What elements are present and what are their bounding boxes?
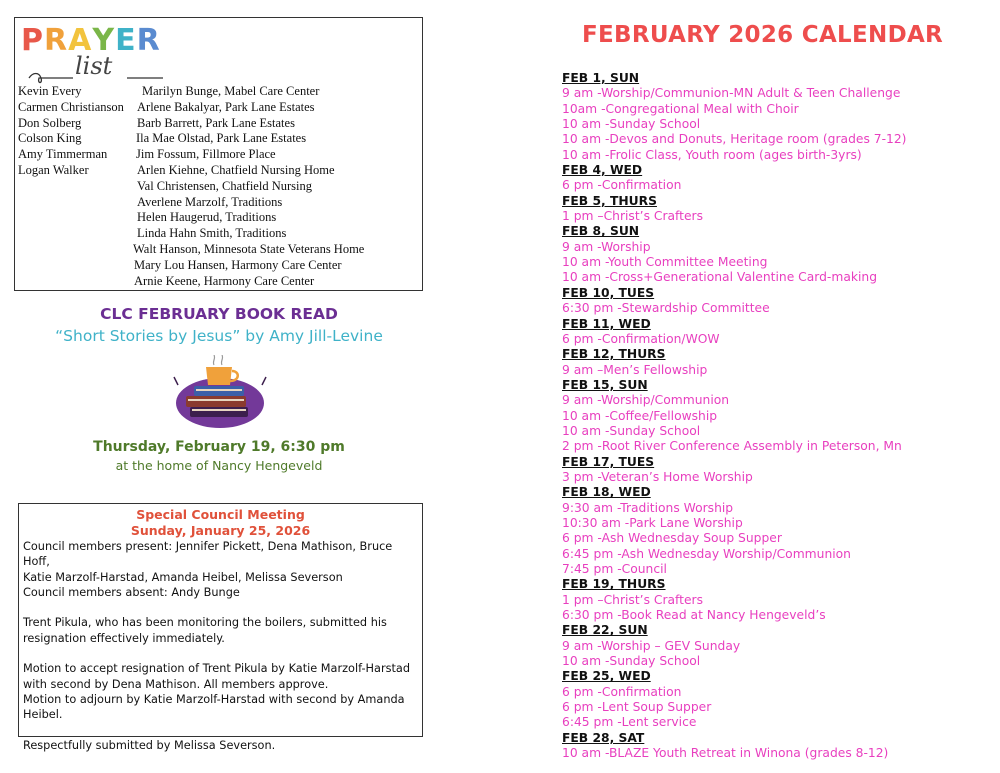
prayer-name: Jim Fossum, Fillmore Place [136, 147, 276, 162]
council-minutes [23, 539, 421, 753]
prayer-name: Arnie Keene, Harmony Care Center [134, 273, 315, 288]
calendar-event: 9:30 am -Traditions Worship [562, 500, 734, 515]
prayer-name: Linda Hahn Smith, Traditions [137, 226, 287, 241]
prayer-name: Helen Haugerud, Traditions [137, 210, 277, 225]
council-meeting-box [18, 503, 423, 752]
calendar-event: 10 am -Coffee/Fellowship [562, 408, 718, 423]
council-heading [19, 507, 422, 539]
calendar-date: FEB 22, SUN [562, 623, 648, 638]
prayer-name: Averlene Marzolf, Traditions [137, 194, 283, 209]
calendar-event: 2 pm -Root River Conference Assembly in Peterson, Mn [562, 439, 902, 454]
minutes-line: Council members absent: Andy Bunge [23, 585, 240, 599]
prayer-name: Carmen Christianson [18, 99, 124, 114]
prayer-names-right [133, 84, 365, 289]
calendar-date: FEB 11, WED [562, 316, 651, 331]
calendar-event: 6 pm -Confirmation/WOW [562, 331, 720, 346]
prayer-name: Arlene Bakalyar, Park Lane Estates [137, 99, 315, 114]
calendar-event: 9 am –Men’s Fellowship [562, 362, 708, 377]
calendar-event: 10 am -Sunday School [562, 117, 701, 132]
calendar-event: 6 pm -Confirmation [562, 684, 682, 699]
logo-letter: R [44, 23, 69, 58]
prayer-name: Mary Lou Hansen, Harmony Care Center [134, 257, 342, 272]
calendar-date: FEB 12, THURS [562, 347, 666, 362]
calendar-date: FEB 19, THURS [562, 577, 666, 592]
prayer-name: Amy Timmerman [18, 147, 108, 162]
prayer-name: Marilyn Bunge, Mabel Care Center [142, 84, 320, 98]
prayer-logo-list: list [75, 52, 113, 80]
calendar-date: FEB 4, WED [562, 163, 643, 178]
paragraph-gap [23, 600, 421, 615]
prayer-name: Kevin Every [18, 84, 82, 98]
prayer-name: Barb Barrett, Park Lane Estates [137, 115, 295, 130]
minutes-line: Motion to adjourn by Katie Marzolf-Harstad with second by Amanda [23, 692, 405, 706]
minutes-line: Respectfully submitted by Melissa Severson. [23, 738, 276, 752]
minutes-line: with second by Dena Mathison. All members approve. [23, 677, 329, 691]
paragraph-gap [23, 723, 421, 738]
calendar-date: FEB 8, SUN [562, 224, 640, 239]
calendar-event: 10 am -BLAZE Youth Retreat in Winona (grades 8-12) [562, 746, 889, 761]
calendar-list [562, 71, 992, 761]
calendar-event: 9 am -Worship/Communion-MN Adult & Teen Challenge [562, 86, 901, 101]
book-read-place: at the home of Nancy Hengeveld [115, 458, 323, 473]
calendar-event: 9 am -Worship – GEV Sunday [562, 638, 741, 653]
minutes-line: Katie Marzolf-Harstad, Amanda Heibel, Melissa Severson [23, 570, 343, 584]
calendar-event: 6:30 pm -Stewardship Committee [562, 301, 770, 316]
minutes-line: Council members present: Jennifer Pickett, Dena Mathison, Bruce Hoff, [23, 540, 393, 569]
prayer-name: Logan Walker [18, 162, 89, 177]
calendar-event: 1 pm –Christ’s Crafters [562, 209, 704, 224]
calendar-event: 3 pm -Veteran’s Home Worship [562, 469, 753, 484]
book-read-date: Thursday, February 19, 6:30 pm [93, 439, 345, 455]
calendar-event: 10 am -Frolic Class, Youth room (ages birth-3yrs) [562, 147, 862, 162]
logo-letter: E [115, 23, 137, 58]
books-and-coffee-icon [170, 355, 270, 430]
calendar-event: 6 pm -Confirmation [562, 178, 682, 193]
calendar-date: FEB 18, WED [562, 485, 651, 500]
prayer-names-left [18, 84, 124, 179]
minutes-line: resignation effectively immediately. [23, 631, 225, 645]
paragraph-gap [23, 646, 421, 661]
calendar-event: 10 am -Sunday School [562, 654, 701, 669]
council-title: Special Council Meeting [136, 507, 305, 522]
minutes-line: Trent Pikula, who has been monitoring the boilers, submitted his [23, 616, 387, 630]
calendar-event: 1 pm –Christ’s Crafters [562, 592, 704, 607]
calendar-event: 10:30 am -Park Lane Worship [562, 515, 743, 530]
calendar-date: FEB 15, SUN [562, 377, 648, 392]
calendar-date: FEB 5, THURS [562, 193, 657, 208]
calendar-date: FEB 25, WED [562, 669, 651, 684]
calendar-event: 9 am -Worship [562, 239, 651, 254]
prayer-name: Ila Mae Olstad, Park Lane Estates [136, 131, 307, 146]
prayer-name: Colson King [18, 131, 82, 146]
prayer-name: Arlen Kiehne, Chatfield Nursing Home [137, 162, 335, 177]
calendar-event: 9 am -Worship/Communion [562, 393, 730, 408]
logo-letter: P [21, 23, 44, 58]
book-read-subtitle: “Short Stories by Jesus” by Amy Jill-Levine [55, 327, 383, 345]
calendar-date: FEB 10, TUES [562, 285, 655, 300]
logo-letter: R [136, 23, 161, 58]
minutes-line: Heibel. [23, 708, 63, 722]
logo-letter: A [68, 23, 93, 58]
calendar-event: 6 pm -Lent Soup Supper [562, 700, 712, 715]
calendar-event: 7:45 pm -Council [562, 562, 667, 576]
prayer-name: Walt Hanson, Minnesota State Veterans Home [133, 241, 365, 256]
calendar-event: 10 am -Youth Committee Meeting [562, 255, 768, 270]
calendar-event: 6 pm -Ash Wednesday Soup Supper [562, 531, 782, 546]
council-date: Sunday, January 25, 2026 [130, 523, 311, 538]
calendar-event: 6:45 pm -Lent service [562, 715, 697, 730]
calendar-event: 10 am -Devos and Donuts, Heritage room (grades 7-12) [562, 132, 907, 147]
book-read-title: CLC FEBRUARY BOOK READ [100, 305, 338, 323]
calendar-event: 6:30 pm -Book Read at Nancy Hengeveld’s [562, 608, 826, 623]
calendar-event: 10am -Congregational Meal with Choir [562, 101, 799, 116]
calendar-event: 10 am -Cross+Generational Valentine Card-making [562, 270, 878, 285]
prayer-name: Don Solberg [18, 115, 82, 130]
prayer-name: Val Christensen, Chatfield Nursing [137, 178, 312, 193]
calendar-date: FEB 28, SAT [562, 730, 645, 745]
logo-letter: Y [92, 23, 116, 58]
calendar-date: FEB 17, TUES [562, 454, 655, 469]
calendar-date: FEB 1, SUN [562, 71, 640, 85]
minutes-line: Motion to accept resignation of Trent Pikula by Katie Marzolf-Harstad [23, 662, 411, 676]
calendar-title: FEBRUARY 2026 CALENDAR [582, 22, 944, 48]
prayer-list-box [14, 17, 423, 291]
calendar-event: 6:45 pm -Ash Wednesday Worship/Communion [562, 546, 851, 561]
calendar-event: 10 am -Sunday School [562, 423, 701, 438]
prayer-list-logo [19, 22, 169, 92]
